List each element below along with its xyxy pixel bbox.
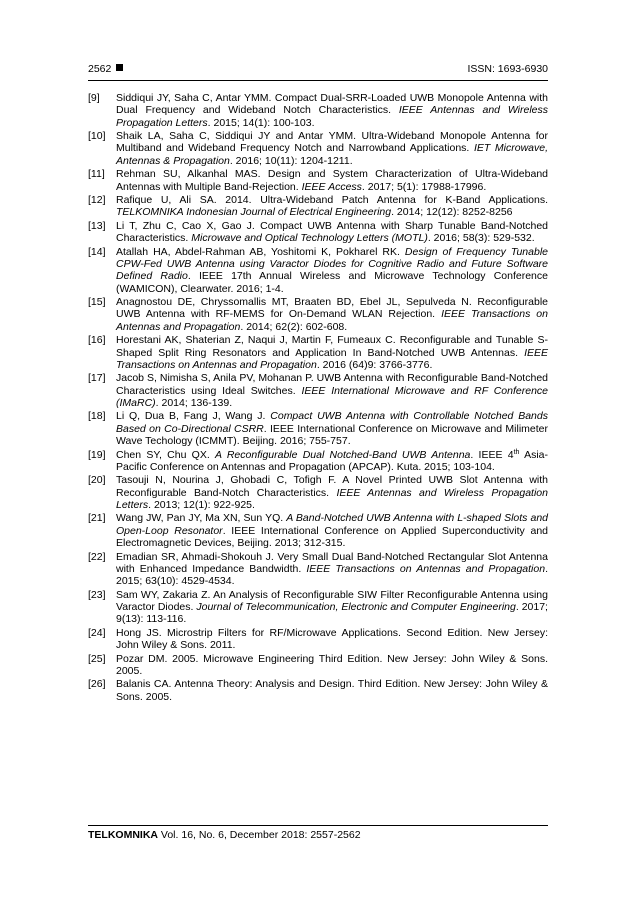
reference-item xyxy=(88,130,548,167)
footer-journal: TELKOMNIKA xyxy=(88,829,158,841)
reference-item xyxy=(88,296,548,333)
reference-item xyxy=(88,246,548,295)
reference-number: [26] xyxy=(88,678,106,691)
reference-text: Chen SY, Chu QX. xyxy=(116,448,215,461)
reference-details: . IEEE 4 xyxy=(470,448,514,461)
reference-details: . 2016; 10(11): 1204-1211. xyxy=(229,154,353,167)
reference-item xyxy=(88,372,548,409)
reference-text: Jacob S, Nimisha S, Anila PV, Mohanan P. UWB Antenna with Reconfigurable Band-Notched Characteristics using Ideal Switches. xyxy=(116,372,548,397)
reference-details: . 2015; 63(10): 4529-4534. xyxy=(116,562,548,588)
reference-text: Rehman SU, Alkanhal MAS. Design and System Characterization of Ultra-Wideband Antennas with Multiple Band-Rejection. xyxy=(116,168,548,193)
reference-details: . 2015; 14(1): 100-103. xyxy=(207,116,315,129)
reference-text: Wang JW, Pan JY, Ma XN, Sun YQ. xyxy=(116,512,287,525)
reference-number: [14] xyxy=(88,245,106,258)
reference-details: . 2017; 9(13): 113-116. xyxy=(116,601,548,626)
reference-text: Anagnostou DE, Chryssomallis MT, Braaten BD, Ebel JL, Sepulveda N. Reconfigurable UWB Antenna with RF-MEMS for On-Demand WLAN Rejection. xyxy=(116,296,548,321)
reference-item xyxy=(88,334,548,371)
reference-number: [18] xyxy=(88,410,106,423)
reference-venue: IEEE Transactions on Antennas and Propagation xyxy=(116,308,548,333)
reference-text: Shaik LA, Saha C, Siddiqui JY and Antar YMM. Ultra-Wideband Monopole Antenna for Multiband and Wideband Frequency Notch and Narrowband Applications. xyxy=(116,130,548,155)
reference-number: [10] xyxy=(88,130,106,143)
reference-number: [9] xyxy=(88,92,100,104)
reference-text: Sam WY, Zakaria Z. An Analysis of Reconfigurable SIW Filter Reconfigurable Antenna using Varactor Diodes. xyxy=(116,588,548,614)
page-footer xyxy=(88,829,361,841)
reference-item xyxy=(88,410,548,447)
reference-item xyxy=(88,92,548,129)
reference-details: . IEEE International Conference on Applied Superconductivity and Electromagnetic Devices, Beijing. 2013; 312-315. xyxy=(116,524,548,550)
reference-number: [16] xyxy=(88,334,106,347)
reference-item xyxy=(88,627,548,652)
reference-venue: Compact UWB Antenna with Controllable Notched Bands Based on Co-Directional CSRR xyxy=(116,410,548,435)
reference-number: [24] xyxy=(88,626,106,639)
square-bullet-icon xyxy=(116,64,123,71)
reference-venue: IET Microwave, Antennas & Propagation xyxy=(116,142,548,167)
reference-venue: Microwave and Optical Technology Letters (MOTL) xyxy=(191,232,428,245)
reference-number: [11] xyxy=(88,168,105,181)
reference-venue: IEEE Transactions on Antennas and Propagation xyxy=(306,562,546,575)
reference-text: Balanis CA. Antenna Theory: Analysis and Design. Third Edition. New Jersey: John Wiley & Sons. 2005. xyxy=(116,678,548,703)
reference-venue: IEEE Access xyxy=(301,180,362,193)
reference-number: [25] xyxy=(88,652,106,665)
reference-number: [12] xyxy=(88,194,106,207)
reference-item xyxy=(88,474,548,511)
reference-number: [13] xyxy=(88,219,106,232)
reference-details: . 2014; 136-139. xyxy=(155,397,233,409)
reference-item xyxy=(88,449,548,474)
reference-number: [17] xyxy=(88,372,106,385)
reference-number: [21] xyxy=(88,512,106,525)
reference-text: Hong JS. Microstrip Filters for RF/Microwave Applications. Second Edition. New Jersey: John Wiley & Sons. 2011. xyxy=(116,626,548,652)
reference-venue: IEEE International Microwave and RF Conference (IMaRC) xyxy=(116,384,549,409)
reference-venue: Journal of Telecommunication, Electronic and Computer Engineering xyxy=(196,601,516,614)
reference-venue: IEEE Antennas and Wireless Propagation Letters xyxy=(116,104,548,129)
header-rule xyxy=(88,80,548,81)
reference-details: . 2016 (64)9: 3766-3776. xyxy=(316,358,433,371)
reference-item xyxy=(88,194,548,219)
reference-number: [20] xyxy=(88,474,106,487)
reference-superscript: th xyxy=(513,448,520,456)
reference-text: Atallah HA, Abdel-Rahman AB, Yoshitomi K, Pokharel RK. xyxy=(116,245,405,258)
reference-details: . 2016; 58(3): 529-532. xyxy=(427,232,535,245)
reference-number: [15] xyxy=(88,296,106,309)
page-header xyxy=(88,63,548,77)
reference-text: Emadian SR, Ahmadi-Shokouh J. Very Small Dual Band-Notched Rectangular Slot Antenna with Enhanced Impedance Bandwidth. xyxy=(116,550,548,575)
reference-venue: IEEE Transactions on Antennas and Propagation xyxy=(116,346,548,371)
reference-details: . 2017; 5(1): 17988-17996. xyxy=(361,180,487,193)
reference-text: Li T, Zhu C, Cao X, Gao J. Compact UWB Antenna with Sharp Tunable Band-Notched Characteristics. xyxy=(116,219,548,245)
reference-venue: TELKOMNIKA Indonesian Journal of Electrical Engineering xyxy=(116,206,392,219)
issn-label: ISSN: 1693-6930 xyxy=(467,63,548,75)
reference-venue: IEEE Antennas and Wireless Propagation Letters xyxy=(116,486,548,512)
reference-text: Horestani AK, Shaterian Z, Naqui J, Martin F, Fumeaux C. Reconfigurable and Tunable S-Shaped Split Ring Resonators and Application In Band-Notched UWB Antennas. xyxy=(116,334,548,359)
reference-number: [23] xyxy=(88,588,106,601)
reference-venue: Design of Frequency Tunable CPW-Fed UWB Antenna using Varactor Diodes for Cognitive Radio and Future Software Defined Radio xyxy=(116,245,548,283)
reference-text: Tasouji N, Nourina J, Ghobadi C, Tofigh F. A Novel Printed UWB Slot Antenna with Reconfigurable Band-Notch Characteristics. xyxy=(116,474,548,499)
reference-item xyxy=(88,512,548,549)
reference-venue: A Reconfigurable Dual Notched-Band UWB Antenna xyxy=(214,448,471,461)
footer-details: Vol. 16, No. 6, December 2018: 2557-2562 xyxy=(158,829,361,841)
reference-number: [22] xyxy=(88,550,106,563)
reference-item xyxy=(88,678,548,703)
reference-item xyxy=(88,589,548,626)
reference-details: . IEEE 17th Annual Wireless and Microwave Technology Conference (WAMICON), Clearwater. 2016; 1-4. xyxy=(116,270,548,295)
page-number: 2562 xyxy=(88,63,123,75)
reference-list xyxy=(88,92,548,704)
reference-item xyxy=(88,653,548,678)
reference-number: [19] xyxy=(88,448,106,461)
reference-details: . 2014; 62(2): 602-608. xyxy=(240,320,348,333)
reference-text: Pozar DM. 2005. Microwave Engineering Third Edition. New Jersey: John Wiley & Sons. 2005. xyxy=(116,652,548,677)
reference-text: Siddiqui JY, Saha C, Antar YMM. Compact Dual-SRR-Loaded UWB Monopole Antenna with Dual Frequency and Wideband Notch Characteristics. xyxy=(116,92,548,117)
reference-details: . 2014; 12(12): 8252-8256 xyxy=(391,206,513,219)
reference-item xyxy=(88,551,548,588)
reference-venue: A Band-Notched UWB Antenna with L-shaped Slots and Open-Loop Resonator xyxy=(116,512,548,537)
reference-text: Rafique U, Ali SA. 2014. Ultra-Wideband Patch Antenna for K-Band Applications. xyxy=(116,194,548,207)
reference-details: . IEEE International Conference on Microwave and Milimeter Wave Techology (ICMMT). Beijing. 2016; 755-757. xyxy=(116,422,548,448)
reference-item xyxy=(88,168,548,193)
footer-rule xyxy=(88,825,548,826)
reference-text: Li Q, Dua B, Fang J, Wang J. xyxy=(116,410,271,423)
reference-details: . 2013; 12(1): 922-925. xyxy=(148,499,255,512)
reference-item xyxy=(88,220,548,245)
reference-details-cont: Asia-Pacific Conference on Antennas and Propagation (APCAP). Kuta. 2015; 103-104. xyxy=(116,448,548,473)
